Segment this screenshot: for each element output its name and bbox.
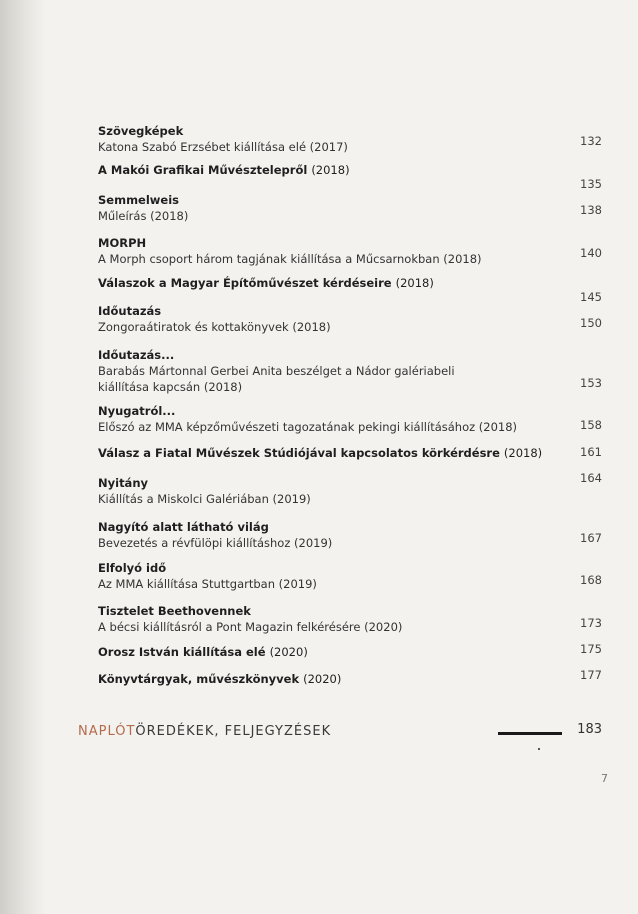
toc-entry[interactable] (98, 471, 602, 512)
entry-title: Szövegképek (98, 124, 184, 138)
entry-title: Tisztelet Beethovennek (98, 604, 251, 618)
entry-page-number: 150 (580, 316, 602, 330)
entry-title: Könyvtárgyak, művészkönyvek (2020) (98, 672, 342, 686)
entry-page-number: 145 (580, 290, 602, 304)
toc-entry[interactable] (98, 668, 602, 708)
entry-subtitle: A bécsi kiállításról a Pont Magazin felkérésére (2020) (98, 620, 403, 634)
entry-title: A Makói Grafikai Művésztelepről (2018) (98, 163, 350, 177)
entry-subtitle: Bevezetés a révfülöpi kiállításhoz (2019) (98, 536, 333, 550)
entry-title: Időutazás (98, 304, 162, 318)
toc-entry[interactable] (98, 193, 602, 229)
entry-subtitle: Barabás Mártonnal Gerbei Anita beszélget a Nádor galériabeli (98, 364, 455, 378)
entry-title: Elfolyó idő (98, 561, 167, 575)
entry-title: Időutazás... (98, 348, 175, 362)
section-heading[interactable] (78, 724, 331, 739)
entry-page-number: 177 (580, 668, 602, 682)
entry-title: MORPH (98, 236, 147, 250)
entry-title: Orosz István kiállítása elé (2020) (98, 645, 308, 659)
entry-subtitle: Műleírás (2018) (98, 209, 189, 223)
entry-page-number: 140 (580, 246, 602, 260)
entry-page-number: 135 (580, 177, 602, 191)
toc-entry[interactable] (98, 348, 602, 396)
toc-entry[interactable] (98, 604, 602, 640)
entry-subtitle: A Morph csoport három tagjának kiállítása a Műcsarnokban (2018) (98, 252, 482, 266)
entry-page-number: 168 (580, 573, 602, 587)
page-gutter-shadow (0, 0, 46, 914)
entry-title: Válaszok a Magyar Építőművészet kérdéseire (2018) (98, 276, 434, 290)
toc-entry[interactable] (98, 236, 602, 272)
entry-subtitle-continued: kiállítása kapcsán (2018) (98, 380, 243, 394)
entry-page-number: 167 (580, 531, 602, 545)
entry-subtitle: Kiállítás a Miskolci Galériában (2019) (98, 492, 311, 506)
toc-entry[interactable] (98, 561, 602, 597)
entry-title: Semmelweis (98, 193, 179, 207)
section-rule (498, 732, 562, 735)
entry-subtitle: Katona Szabó Erzsébet kiállítása elé (2017) (98, 140, 348, 154)
entry-title: Nagyító alatt látható világ (98, 520, 269, 534)
entry-page-number: 138 (580, 203, 602, 217)
entry-page-number: 164 (580, 471, 602, 485)
toc-entry[interactable] (98, 124, 602, 160)
entry-page-number: 173 (580, 616, 602, 630)
entry-title: Válasz a Fiatal Művészek Stúdiójával kapcsolatos körkérdésre (2018) (98, 446, 543, 460)
entry-page-number: 153 (580, 376, 602, 390)
entry-subtitle: Zongoraátiratok és kottakönyvek (2018) (98, 320, 331, 334)
folio-page-number: 7 (601, 772, 608, 785)
speck (538, 748, 540, 750)
entry-subtitle: Előszó az MMA képzőművészeti tagozatának pekingi kiállításához (2018) (98, 420, 518, 434)
entry-page-number: 175 (580, 642, 602, 656)
entry-page-number: 132 (580, 134, 602, 148)
entry-title: Nyugatról... (98, 404, 176, 418)
entry-page-number: 158 (580, 418, 602, 432)
toc-entry[interactable] (98, 304, 602, 340)
section-heading-highlight: NAPLÓT (78, 724, 136, 739)
section-heading-text: ÖREDÉKEK, FELJEGYZÉSEK (135, 724, 332, 739)
toc-entry[interactable] (98, 404, 602, 440)
toc-entry[interactable] (98, 520, 602, 556)
entry-title: Nyitány (98, 476, 149, 490)
entry-page-number: 161 (580, 445, 602, 459)
section-page-number: 183 (577, 722, 602, 737)
entry-subtitle: Az MMA kiállítása Stuttgartban (2019) (98, 577, 317, 591)
